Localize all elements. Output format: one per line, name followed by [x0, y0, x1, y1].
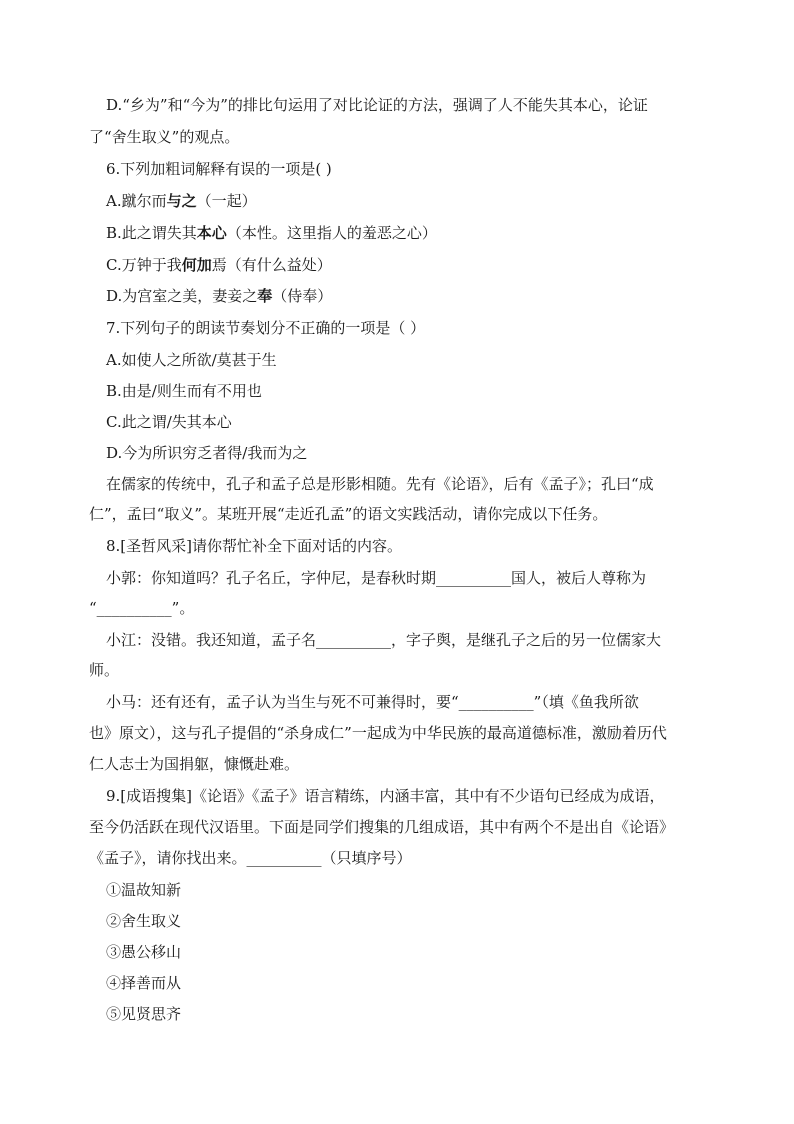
dialogue-guo-line1: 小郭：你知道吗？孔子名丘，字仲尼，是春秋时期__________国人，被后人尊称为: [106, 569, 647, 587]
dialogue-ma-line1: 小马：还有还有，孟子认为当生与死不可兼得时，要“__________”（填《鱼我所欲: [106, 693, 639, 711]
q6-option-a: [106, 191, 706, 211]
q6-option-b: [106, 223, 706, 243]
q6-option-b-bold: 本心: [196, 224, 227, 242]
q6-option-c-bold: 何加: [181, 256, 212, 274]
idiom-item-1: ①温故知新: [106, 881, 182, 899]
q6-option-a-post: （一起）: [196, 192, 257, 210]
q6-option-a-bold: 与之: [166, 192, 197, 210]
dialogue-jiang-line2: 师。: [89, 661, 120, 679]
q7-option-b: B.由是/则生而有不用也: [106, 382, 262, 400]
idiom-item-5: ⑤见贤思齐: [106, 1005, 182, 1023]
q6-option-d: [106, 286, 706, 306]
q6-option-c-pre: C.万钟于我: [106, 256, 182, 274]
question-7: 7.下列句子的朗读节奏划分不正确的一项是（ ）: [106, 319, 426, 337]
question-9-line3: 《孟子》，请你找出来。__________（只填序号）: [89, 849, 412, 867]
dialogue-guo-line2: “__________”。: [89, 599, 195, 617]
idiom-item-4: ④择善而从: [106, 974, 182, 992]
q6-option-c-post: 焉（有什么益处）: [211, 256, 332, 274]
option-d-line2: 了“舍生取义”的观点。: [89, 128, 240, 146]
idiom-item-3: ③愚公移山: [106, 943, 182, 961]
q6-option-b-pre: B.此之谓失其: [106, 224, 197, 242]
q6-option-d-post: （侍奉）: [272, 287, 333, 305]
question-9-line1: 9.[成语搜集]《论语》《孟子》语言精练，内涵丰富，其中有不少语句已经成为成语，: [106, 787, 665, 805]
intro-line2: 仁”，孟曰“取义”。某班开展“走近孔孟”的语文实践活动，请你完成以下任务。: [89, 505, 608, 523]
q6-option-d-bold: 奉: [257, 287, 273, 305]
question-8: 8.[圣哲风采]请你帮忙补全下面对话的内容。: [106, 537, 403, 555]
q6-option-d-pre: D.为宫室之美，妻妾之: [106, 287, 258, 305]
q7-option-c: C.此之谓/失其本心: [106, 413, 232, 431]
intro-line1: 在儒家的传统中，孔子和孟子总是形影相随。先有《论语》，后有《孟子》；孔曰“成: [106, 475, 654, 493]
question-6: 6.下列加粗词解释有误的一项是( ): [106, 160, 332, 178]
dialogue-ma-line3: 仁人志士为国捐躯，慷慨赴难。: [89, 755, 300, 773]
idiom-item-2: ②舍生取义: [106, 912, 182, 930]
question-9-line2: 至今仍活跃在现代汉语里。下面是同学们搜集的几组成语，其中有两个不是出自《论语》: [89, 818, 675, 836]
q7-option-a: A.如使人之所欲/莫甚于生: [106, 351, 277, 369]
q6-option-b-post: （本性。这里指人的羞恶之心）: [226, 224, 437, 242]
q6-option-c: [106, 255, 706, 275]
q6-option-a-pre: A.蹴尔而: [106, 192, 167, 210]
dialogue-jiang-line1: 小江：没错。我还知道，孟子名__________，字子舆，是继孔子之后的另一位儒家大: [106, 631, 662, 649]
option-d-line1: D.“乡为”和“今为”的排比句运用了对比论证的方法，强调了人不能失其本心，论证: [106, 96, 648, 114]
q7-option-d: D.今为所识穷乏者得/我而为之: [106, 444, 308, 462]
dialogue-ma-line2: 也》原文），这与孔子提倡的“杀身成仁”一起成为中华民族的最高道德标准，激励着历代: [89, 724, 667, 742]
